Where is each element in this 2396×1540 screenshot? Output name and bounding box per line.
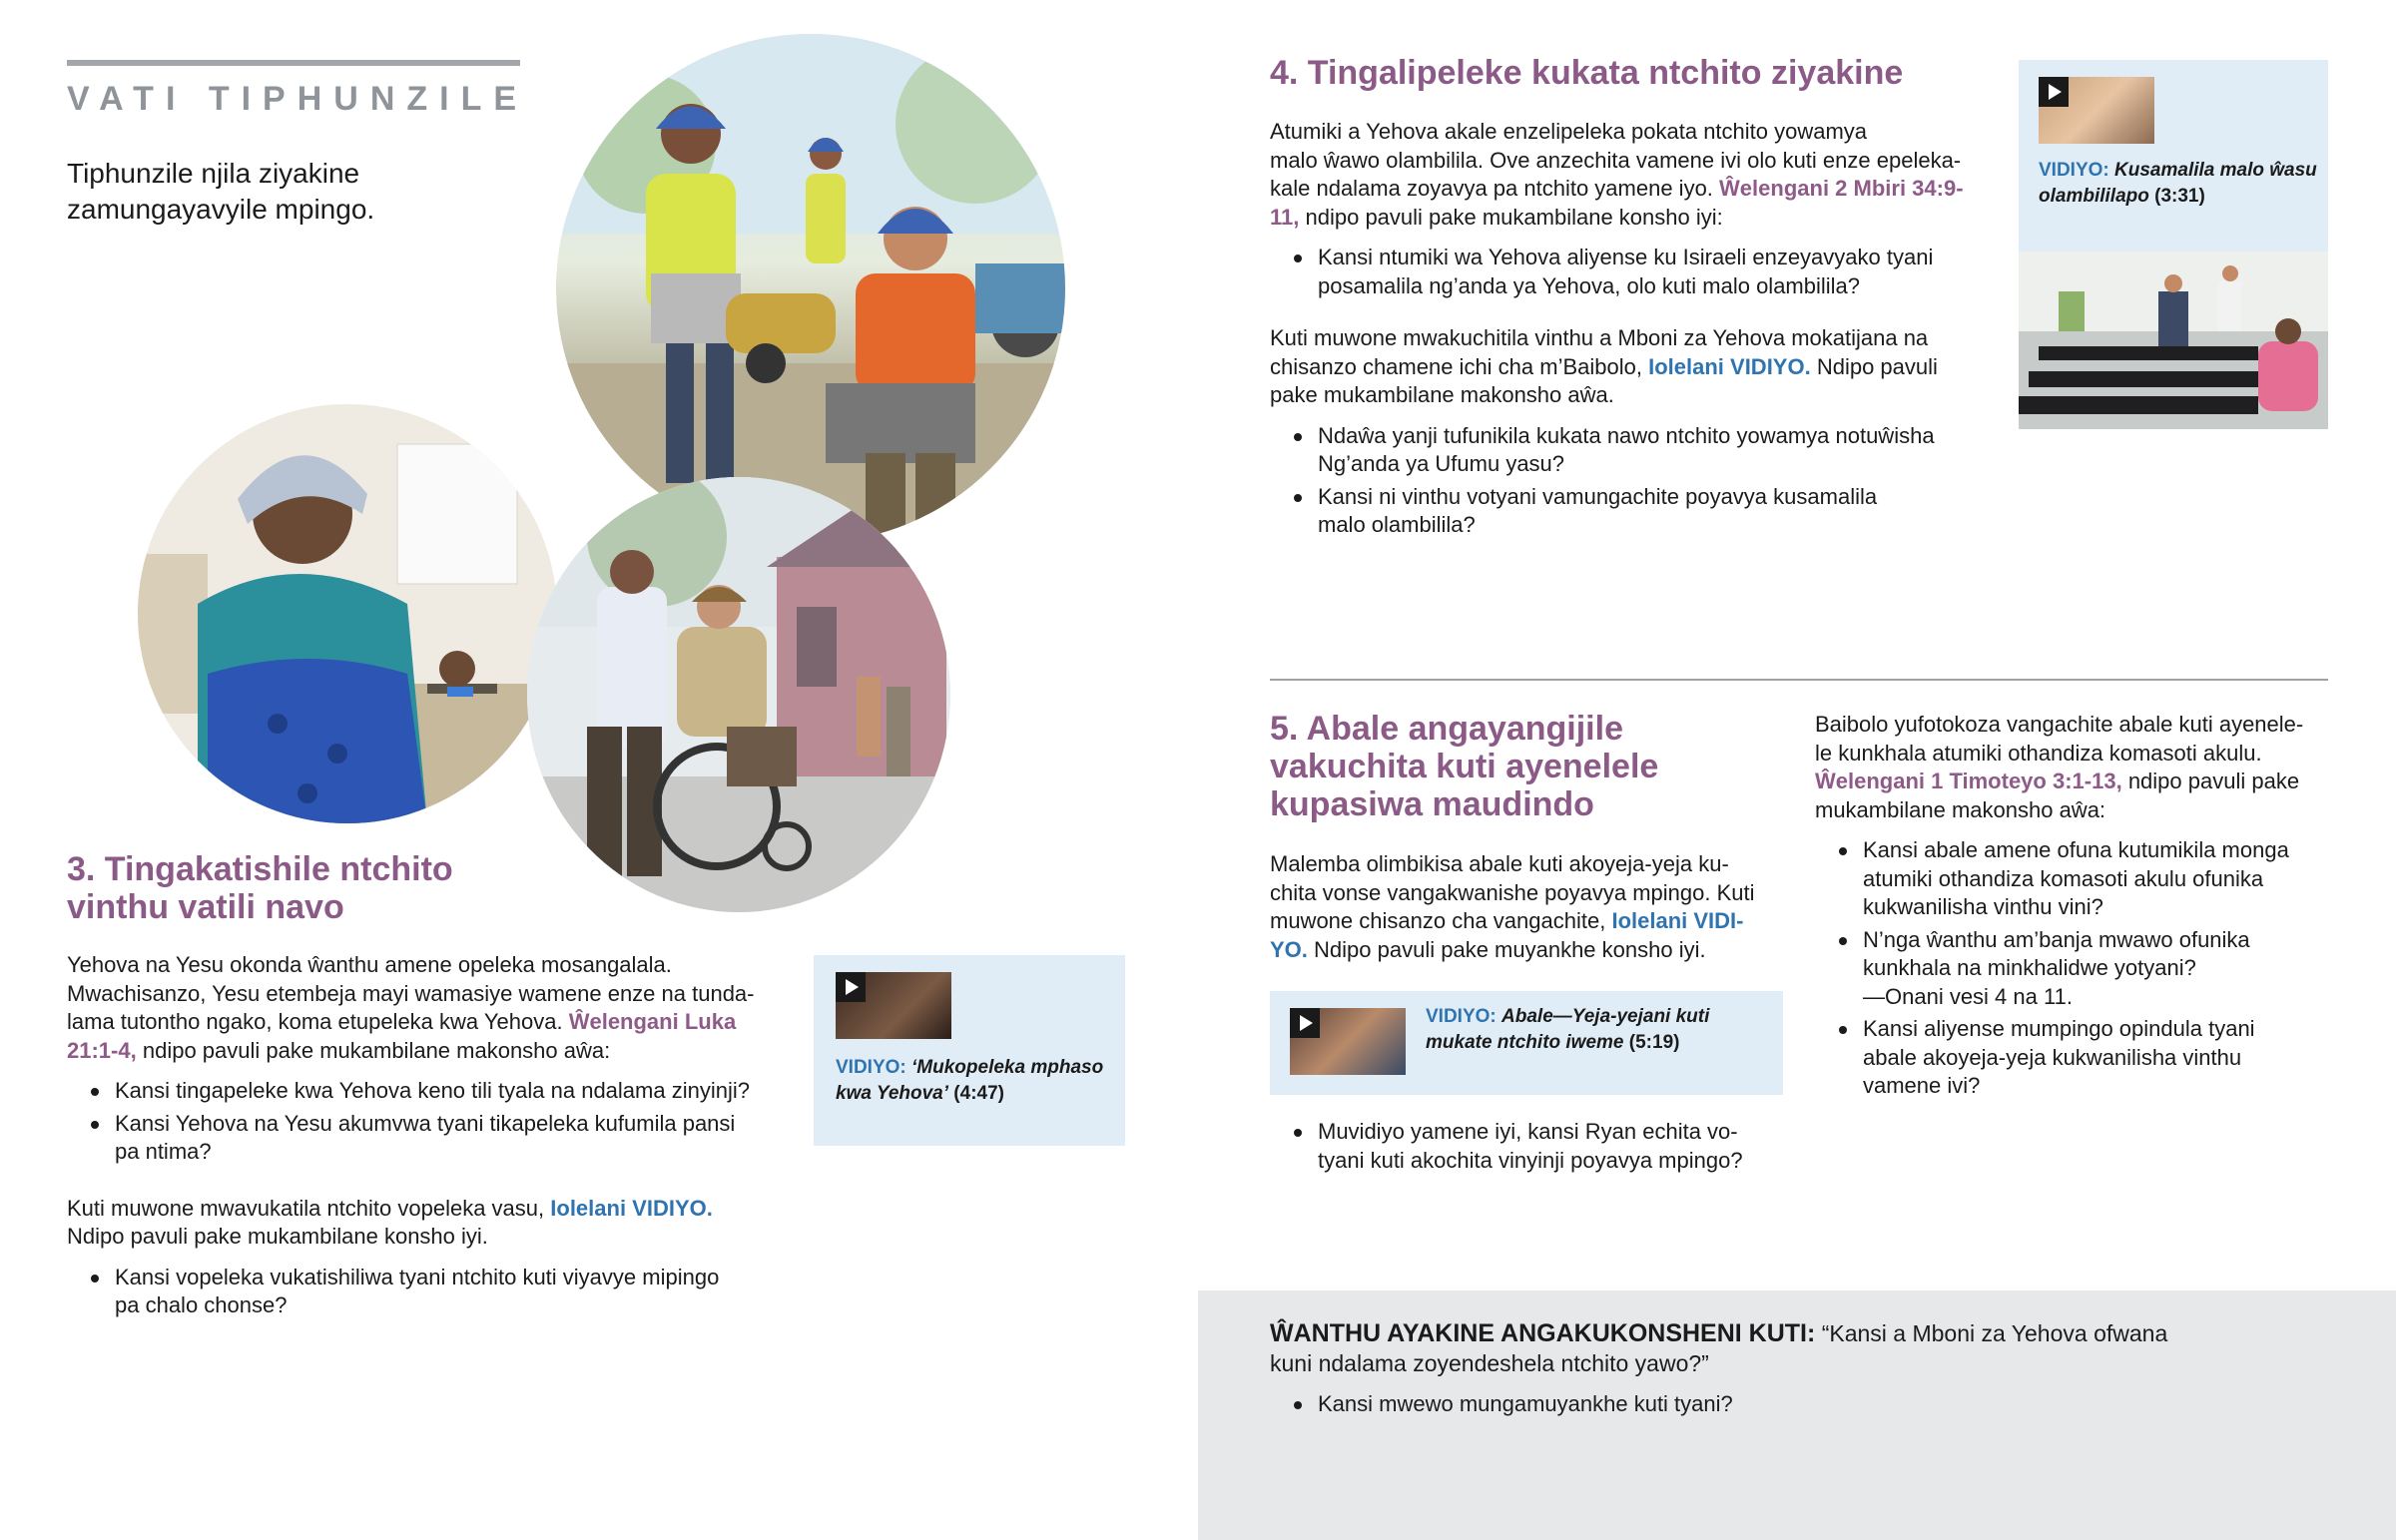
section-5-paragraph: Malemba olimbikisa abale kuti akoyeja-yeja ku- chita vonse vangakwanishe poyavya mpingo. Kuti muwone chisanzo cha vangachite, Iolelani VIDI- YO. Ndipo pavuli pake muyankhe konsho iyi. <box>1270 851 1755 962</box>
question-list <box>1270 1390 2069 1423</box>
scripture-reference[interactable]: Ŵelengani 1 Timoteyo 3:1-13, <box>1815 769 2122 793</box>
workers-illustration <box>556 34 1065 543</box>
list-item: Kansi vopeleka vukatishiliwa tyani ntchito kuti viyavye mipingo pa chalo chonse? <box>67 1264 786 1320</box>
intro-text: Tiphunzile njila ziyakine zamungayavyile mpingo. <box>67 158 375 225</box>
video-link[interactable]: Iolelani VIDIYO. <box>550 1195 713 1221</box>
list-item: Kansi mwewo mungamuyankhe kuti tyani? <box>1270 1390 2069 1419</box>
play-icon[interactable] <box>836 972 866 1002</box>
section-3-body <box>67 951 786 1324</box>
section-3-video-paragraph: Kuti muwone mwavukatila ntchito vopeleka vasu, Iolelani VIDIYO. Ndipo pavuli pake mukambilane konsho iyi. <box>67 1195 713 1249</box>
video-label: VIDIYO: Kusamalila malo ŵasu olambililapo (3:31) <box>2039 160 2317 207</box>
scripture-reference[interactable]: Ŵelengani 2 Mbiri 34:9- <box>1719 176 1964 201</box>
question-list <box>67 1077 786 1167</box>
section-5-right-paragraph: Baibolo yufotokoza vangachite abale kuti ayenele- le kunkhala atumiki othandiza komasoti akulu. Ŵelengani 1 Timoteyo 3:1-13, ndipo pavuli pake mukambilane makonsho aŵa: <box>1815 712 2304 822</box>
list-item: Ndaŵa yanji tufunikila kukata nawo ntchito yowamya notuŵisha Ng’anda ya Ufumu yasu? <box>1270 422 1989 479</box>
section-5-body <box>1270 850 1799 964</box>
section-4-paragraph: Atumiki a Yehova akale enzelipeleka pokata ntchito yowamya malo ŵawo olambilila. Ove anzechita vamene ivi olo kuti enze epeleka- kale ndalama zoyavya pa ntchito yamene iyo. Ŵelengani 2 Mbiri 34:9- 11, ndipo pavuli pake mukambilane konsho iyi: <box>1270 119 1964 230</box>
scripture-reference[interactable]: 21:1-4, <box>67 1037 137 1063</box>
play-icon[interactable] <box>1290 1008 1320 1038</box>
scripture-reference[interactable]: 11, <box>1270 204 1300 230</box>
question-list <box>1270 422 1989 540</box>
question-list <box>1270 1118 1799 1179</box>
video-link[interactable]: Iolelani VIDIYO. <box>1648 353 1811 379</box>
question-list <box>1270 244 1989 300</box>
section-4-title: 4. Tingalipeleke kukata ntchito ziyakine <box>1270 54 1904 92</box>
illustration-donation <box>138 404 557 823</box>
list-item: N’nga ŵanthu am’banja mwawo ofunika kunkhala na minkhalidwe yotyani? —Onani vesi 4 na 11. <box>1815 926 2334 1012</box>
donation-illustration <box>138 404 557 823</box>
video-card[interactable] <box>814 955 1125 1146</box>
list-item: Kansi tingapeleke kwa Yehova keno tili tyala na ndalama zinyinji? <box>67 1077 786 1106</box>
list-item: Muvidiyo yamene iyi, kansi Ryan echita vo- tyani kuti akochita vinyinji poyavya mpingo? <box>1270 1118 1799 1175</box>
wheelchair-illustration <box>527 477 950 912</box>
section-5-title: 5. Abale angayangijile vakuchita kuti ayenelele kupasiwa maudindo <box>1270 710 1659 823</box>
video-card[interactable] <box>1270 991 1783 1095</box>
video-thumbnail[interactable] <box>836 972 951 1039</box>
video-thumbnail[interactable] <box>2039 77 2154 144</box>
section-divider <box>1270 679 2328 681</box>
section-5-right-column <box>1815 711 2334 1105</box>
kingdom-hall-photo <box>2019 252 2328 429</box>
question-list <box>67 1264 786 1320</box>
play-icon[interactable] <box>2039 77 2069 107</box>
video-thumbnail[interactable] <box>1290 1008 1406 1075</box>
section-heading: VATI TIPHUNZILE <box>67 80 529 118</box>
list-item: Kansi abale amene ofuna kutumikila monga atumiki othandiza komasoti akulu ofunika kukwanilisha vinthu vini? <box>1815 836 2334 922</box>
others-ask-text: ŴANTHU AYAKINE ANGAKUKONSHENI KUTI: “Kansi a Mboni za Yehova ofwana kuni ndalama zoyendeshela ntchito yawo?” <box>1270 1319 2168 1376</box>
section-3-paragraph: Yehova na Yesu okonda ŵanthu amene opeleka mosangalala. Mwachisanzo, Yesu etembeja mayi wamasiye wamene enze na tunda- lama tutontho ngako, koma etupeleka kwa Yehova. Ŵelengani Luka 21:1-4, ndipo pavuli pake mukambilane makonsho aŵa: <box>67 952 755 1063</box>
others-ask-box <box>1198 1290 2396 1540</box>
video-card[interactable] <box>2019 60 2328 252</box>
question-list <box>1815 836 2334 1101</box>
video-link[interactable]: Iolelani VIDI- <box>1611 908 1744 933</box>
section-3-title: 3. Tingakatishile ntchito vinthu vatili navo <box>67 850 453 926</box>
list-item: Kansi Yehova na Yesu akumvwa tyani tikapeleka kufumila pansi pa ntima? <box>67 1110 786 1167</box>
list-item: Kansi aliyense mumpingo opindula tyani abale akoyeja-yeja kukwanilisha vinthu vamene ivi? <box>1815 1015 2334 1101</box>
scripture-reference[interactable]: Ŵelengani Luka <box>568 1009 737 1034</box>
kingdom-hall-illustration <box>2019 252 2328 429</box>
video-label: VIDIYO: Abale—Yeja-yejani kuti mukate ntchito iweme (5:19) <box>1426 1006 1710 1053</box>
section-4-video-paragraph: Kuti muwone mwakuchitila vinthu a Mboni za Yehova mokatijana na chisanzo chamene ichi cha m’Baibolo, Iolelani VIDIYO. Ndipo pavuli pake mukambilane makonsho aŵa. <box>1270 325 1938 407</box>
video-label: VIDIYO: ‘Mukopeleka mphaso kwa Yehova’ (4:47) <box>836 1057 1104 1104</box>
illustration-workers <box>556 34 1065 543</box>
list-item: Kansi ntumiki wa Yehova aliyense ku Isiraeli enzeyavyako tyani posamalila ng’anda ya Yehova, olo kuti malo olambilila? <box>1270 244 1989 300</box>
heading-rule <box>67 60 520 66</box>
others-ask-label: ŴANTHU AYAKINE ANGAKUKONSHENI KUTI: <box>1270 1319 1816 1347</box>
illustration-wheelchair <box>527 477 950 912</box>
video-link[interactable]: YO. <box>1270 936 1308 962</box>
section-4-body <box>1270 118 1989 544</box>
list-item: Kansi ni vinthu votyani vamungachite poyavya kusamalila malo olambilila? <box>1270 483 1989 540</box>
